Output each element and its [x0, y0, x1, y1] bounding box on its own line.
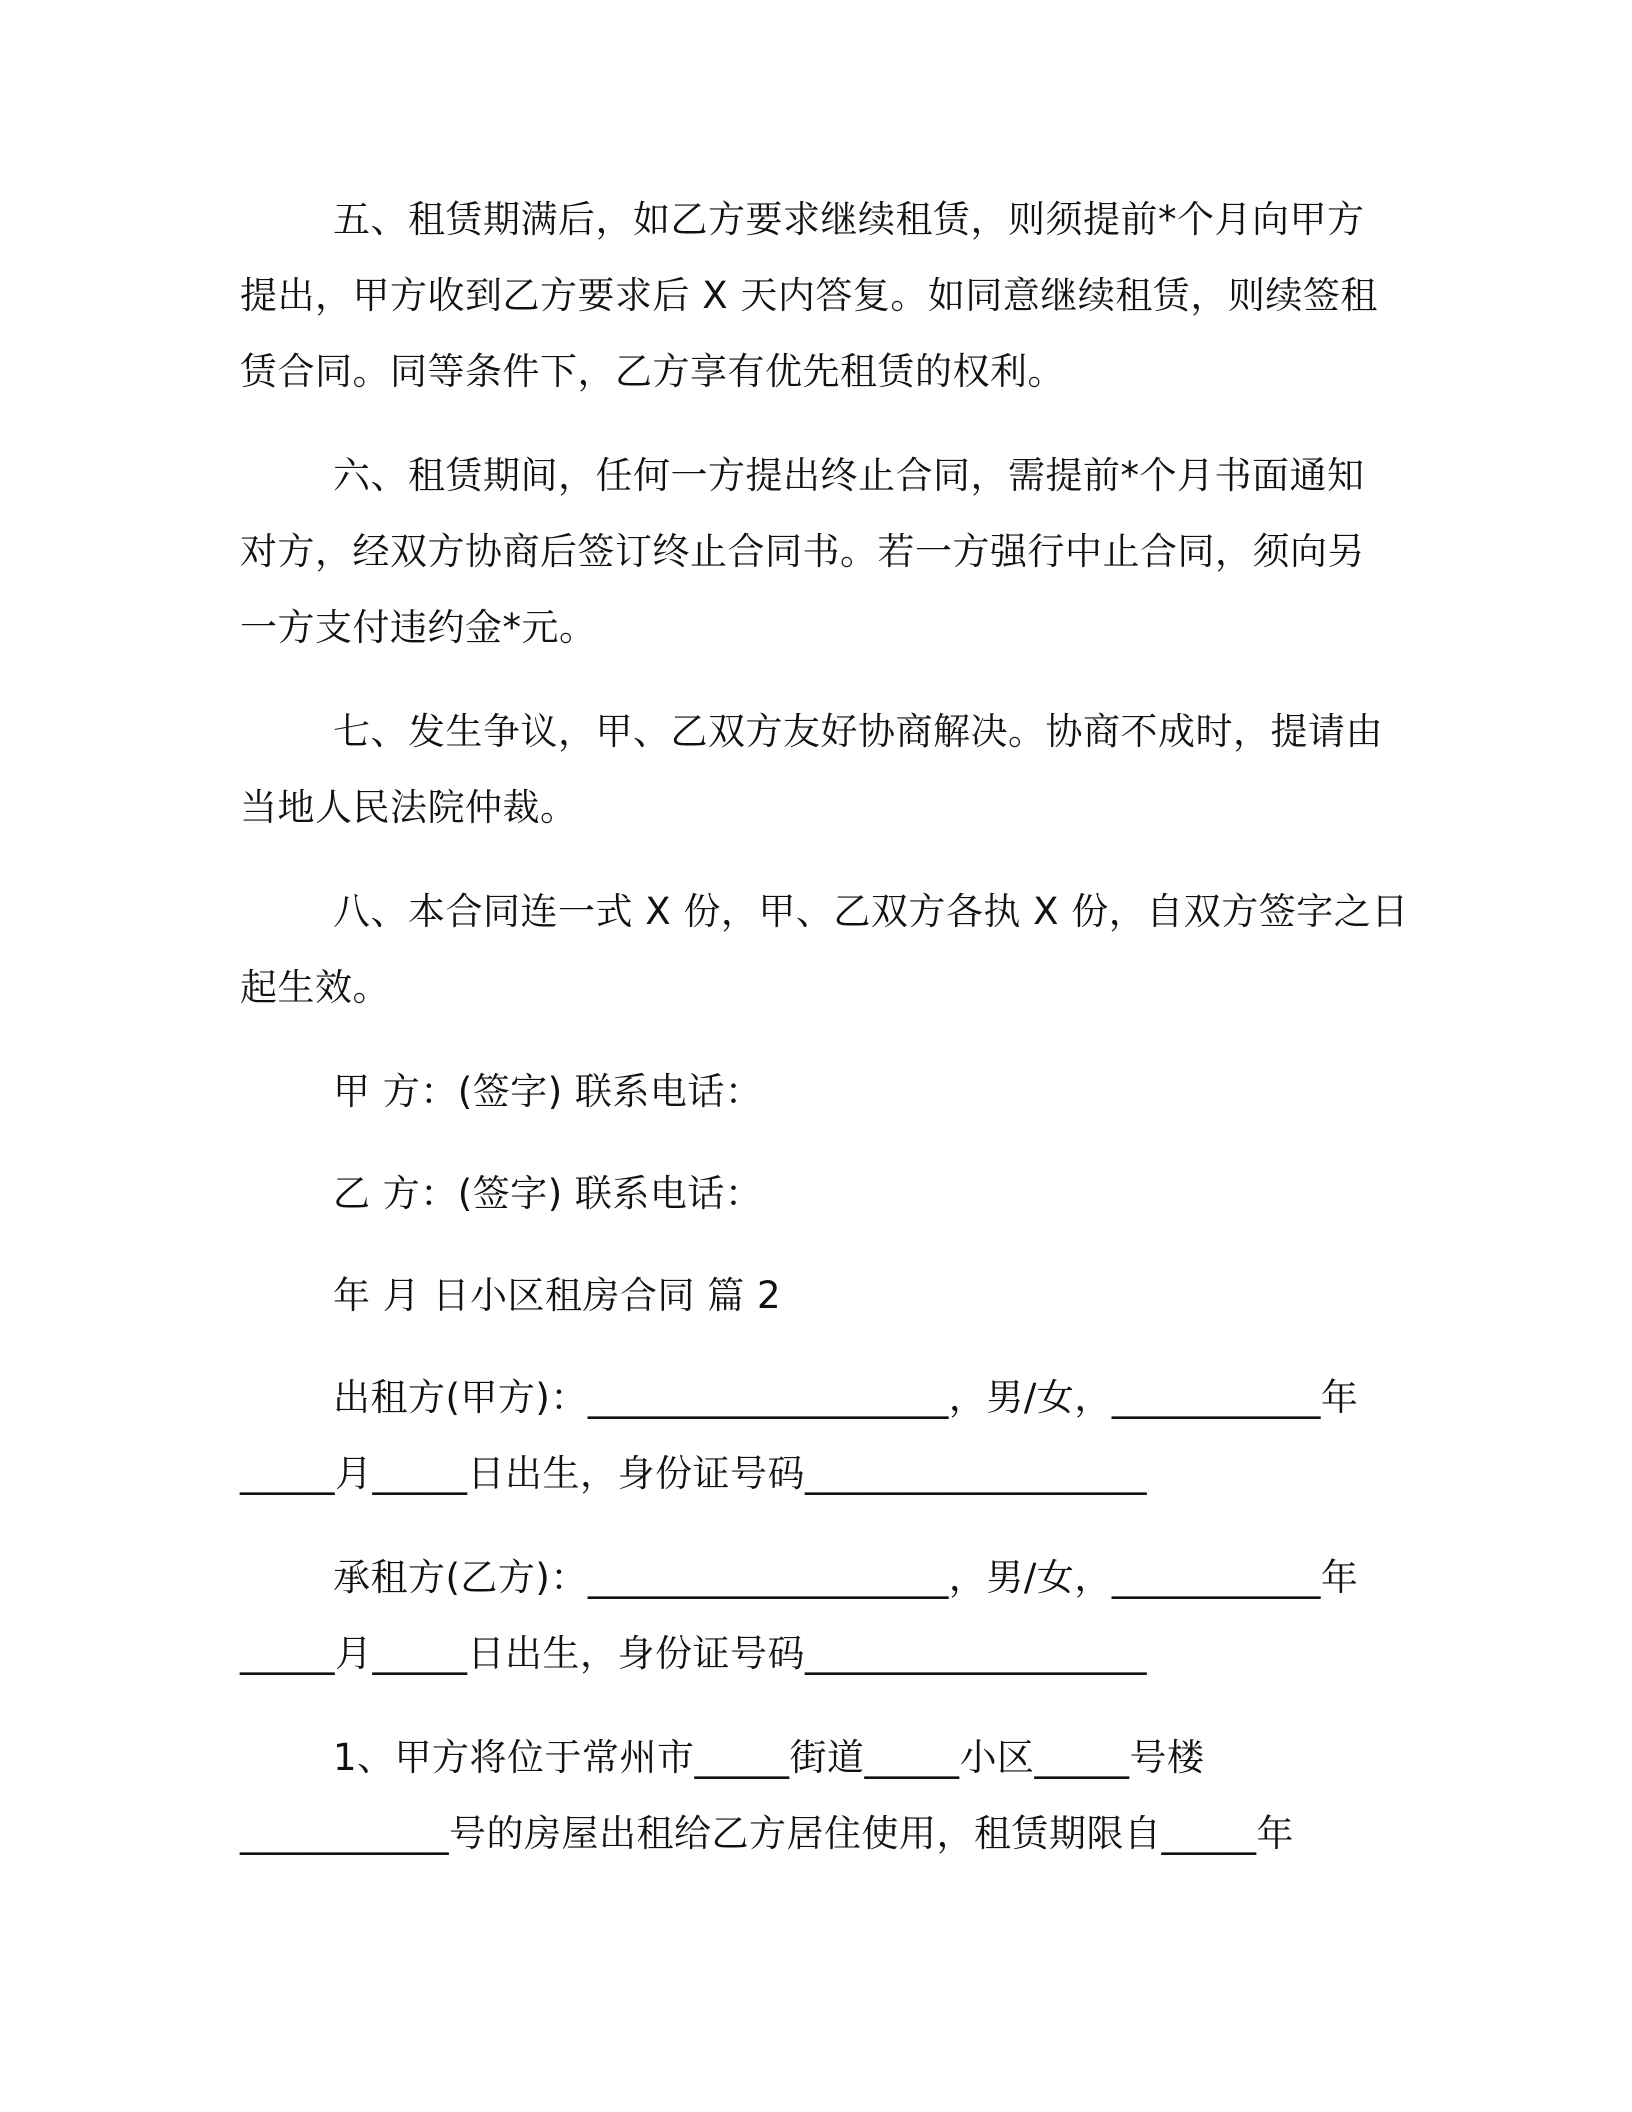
lessee-line-2: _____月_____日出生，身份证号码__________________: [240, 1632, 1147, 1675]
lessor-line-1: 出租方(甲方)：___________________，男/女，___________年: [333, 1376, 1359, 1419]
clause-8-line-2: 起生效。: [240, 966, 390, 1009]
clause-7-line-1: 七、发生争议，甲、乙双方友好协商解决。协商不成时，提请由: [333, 710, 1383, 753]
clause-5-line-2: 提出，甲方收到乙方要求后 X 天内答复。如同意继续租赁，则续签租: [240, 274, 1378, 317]
clause-5-line-1: 五、租赁期满后，如乙方要求继续租赁，则须提前*个月向甲方: [333, 198, 1365, 241]
party-b-signature: 乙 方：(签字) 联系电话：: [333, 1172, 763, 1215]
clause-6-line-3: 一方支付违约金*元。: [240, 606, 597, 649]
section-title: 年 月 日小区租房合同 篇 2: [333, 1274, 782, 1317]
clause-6-line-2: 对方，经双方协商后签订终止合同书。若一方强行中止合同，须向另: [240, 530, 1365, 573]
clause-8-line-1: 八、本合同连一式 X 份，甲、乙双方各执 X 份，自双方签字之日: [333, 890, 1409, 933]
party-a-signature: 甲 方：(签字) 联系电话：: [333, 1070, 763, 1113]
clause-5-line-3: 赁合同。同等条件下，乙方享有优先租赁的权利。: [240, 350, 1065, 393]
article-1-line-1: 1、甲方将位于常州市_____街道_____小区_____号楼: [333, 1736, 1205, 1779]
clause-6-line-1: 六、租赁期间，任何一方提出终止合同，需提前*个月书面通知: [333, 454, 1365, 497]
clause-7-line-2: 当地人民法院仲裁。: [240, 786, 578, 829]
article-1-line-2: ___________号的房屋出租给乙方居住使用，租赁期限自_____年: [240, 1812, 1294, 1855]
lessor-line-2: _____月_____日出生，身份证号码__________________: [240, 1452, 1147, 1495]
lessee-line-1: 承租方(乙方)：___________________，男/女，___________年: [333, 1556, 1359, 1599]
